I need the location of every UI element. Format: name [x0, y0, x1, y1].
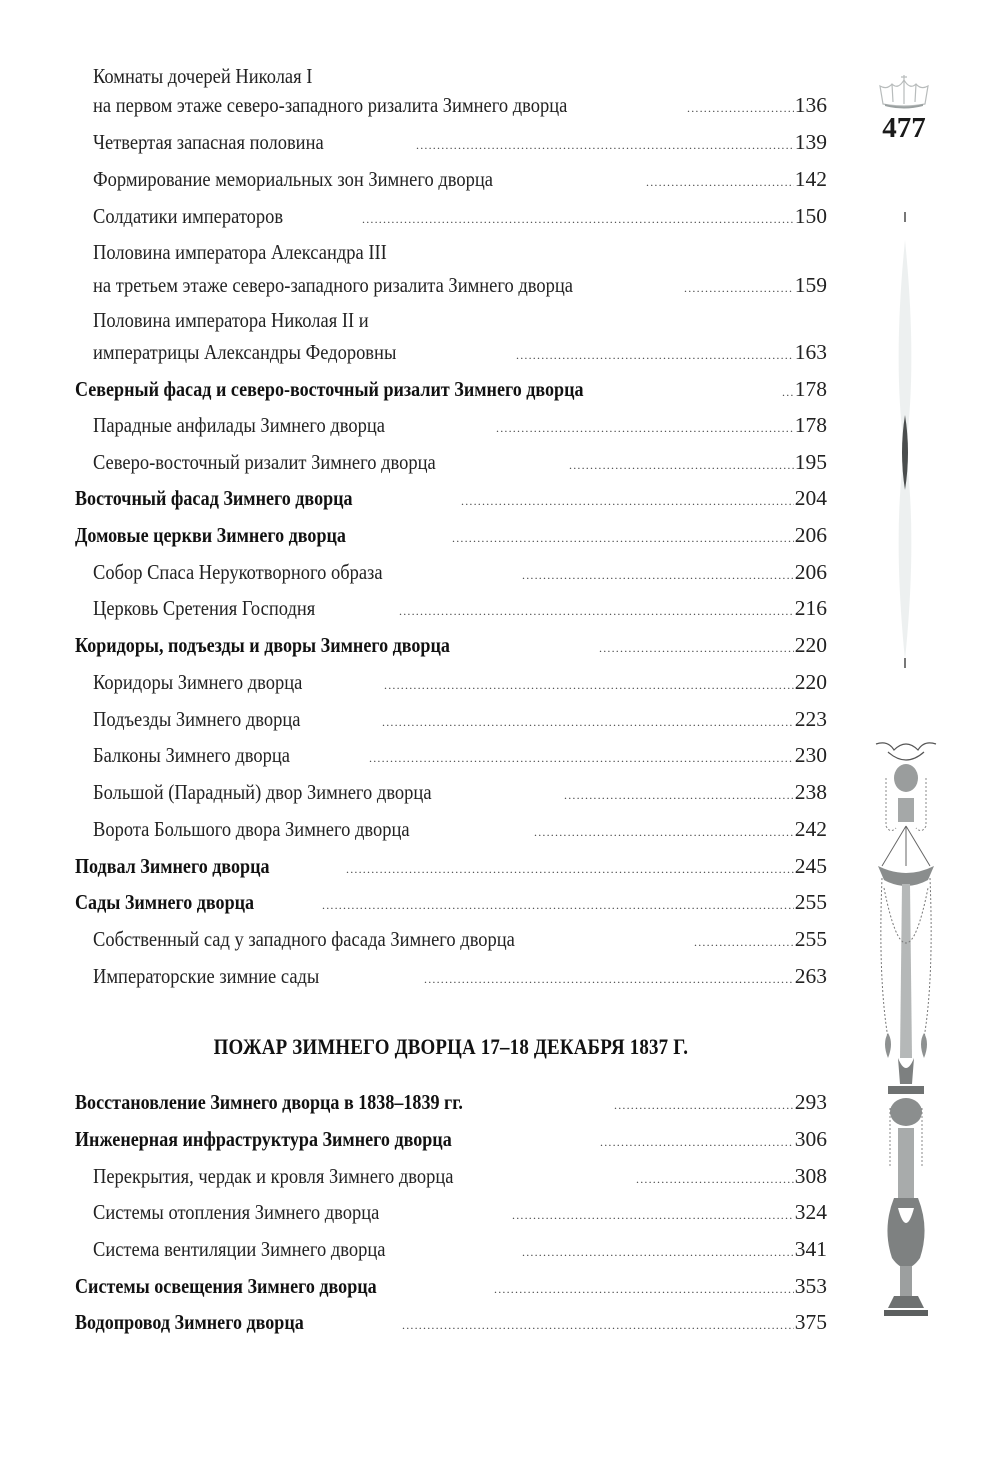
dot-leader: [346, 854, 794, 884]
toc-entry[interactable]: [75, 777, 827, 807]
toc-entry-title: Ворота Большого двора Зимнего дворца: [93, 817, 410, 841]
dot-leader: [362, 204, 794, 234]
toc-entry[interactable]: [75, 1307, 827, 1337]
toc-entry-page: 136: [794, 93, 827, 117]
toc-entry-page: 206: [794, 523, 827, 547]
toc-entry-title: Система вентиляции Зимнего дворца: [93, 1237, 386, 1261]
toc-entry[interactable]: [75, 851, 827, 881]
toc-entry-title: Императорские зимние сады: [93, 964, 320, 988]
dot-leader: [494, 1274, 794, 1304]
toc-entry[interactable]: [75, 201, 827, 231]
toc-entry-page: 293: [794, 1090, 827, 1114]
dot-leader: [384, 670, 794, 700]
toc-entry[interactable]: [75, 374, 827, 404]
dot-leader: [569, 450, 794, 480]
toc-entry-page: 163: [794, 340, 827, 364]
toc-entry-page: 263: [794, 964, 827, 988]
toc-entry-title: Системы освещения Зимнего дворца: [75, 1274, 377, 1298]
dot-leader: [522, 1237, 794, 1267]
dot-leader: [512, 1200, 794, 1230]
toc-entry-title: Солдатики императоров: [93, 204, 284, 228]
toc-entry[interactable]: [75, 1124, 827, 1154]
toc-entry-page: 216: [794, 596, 827, 620]
dot-leader: [599, 633, 794, 663]
toc-entry[interactable]: [75, 593, 827, 623]
toc-entry[interactable]: [75, 90, 827, 120]
crown-icon: [873, 74, 935, 110]
toc-entry[interactable]: [75, 61, 827, 91]
toc-entry[interactable]: [75, 630, 827, 660]
toc-entry-title: императрицы Александры Федоровны: [93, 340, 397, 364]
toc-entry-page: 220: [794, 670, 827, 694]
toc-entry-title: Большой (Парадный) двор Зимнего дворца: [93, 780, 432, 804]
dot-leader: [516, 340, 794, 370]
toc-entry[interactable]: [75, 447, 827, 477]
toc-entry[interactable]: [75, 164, 827, 194]
toc-entry[interactable]: [75, 520, 827, 550]
toc-entry[interactable]: [75, 237, 827, 267]
toc-entry[interactable]: [75, 305, 827, 335]
dot-leader: [564, 780, 794, 810]
toc-entry[interactable]: [75, 1197, 827, 1227]
toc-entry-title: Балконы Зимнего дворца: [93, 743, 291, 767]
toc-entry-title: Половина императора Александра III: [93, 240, 387, 264]
toc-entry-title: Перекрытия, чердак и кровля Зимнего дворца: [93, 1164, 454, 1188]
candelabra-lamp-ornament: [868, 738, 944, 1338]
toc-entry-title: Инженерная инфраструктура Зимнего дворца: [75, 1127, 452, 1151]
dot-leader: [782, 377, 794, 407]
dot-leader: [496, 413, 794, 443]
toc-entry-title: Комнаты дочерей Николая I: [93, 64, 313, 88]
toc-entry-page: 375: [794, 1310, 827, 1334]
toc-entry[interactable]: [75, 740, 827, 770]
dot-leader: [534, 817, 794, 847]
toc-entry[interactable]: [75, 961, 827, 991]
dot-leader: [322, 890, 794, 920]
toc-entry-page: 324: [794, 1200, 827, 1224]
toc-entry[interactable]: [75, 1087, 827, 1117]
toc-entry-title: на первом этаже северо-западного ризалита Зимнего дворца: [93, 93, 568, 117]
toc-entry-page: 195: [794, 450, 827, 474]
dot-leader: [424, 964, 794, 994]
toc-entry-title: Четвертая запасная половина: [93, 130, 324, 154]
toc-entry-title: на третьем этаже северо-западного ризалита Зимнего дворца: [93, 273, 573, 297]
toc-entry-title: Сады Зимнего дворца: [75, 890, 255, 914]
dot-leader: [522, 560, 794, 590]
toc-entry-page: 223: [794, 707, 827, 731]
toc-entry-page: 204: [794, 486, 827, 510]
toc-entry[interactable]: [75, 410, 827, 440]
dot-leader: [687, 93, 794, 123]
toc-entry-page: 159: [794, 273, 827, 297]
toc-entry[interactable]: [75, 1271, 827, 1301]
dot-leader: [636, 1164, 794, 1194]
toc-entry-page: 242: [794, 817, 827, 841]
toc-entry-page: 255: [794, 927, 827, 951]
toc-entry[interactable]: [75, 1161, 827, 1191]
toc-entry[interactable]: [75, 814, 827, 844]
toc-entry-page: 220: [794, 633, 827, 657]
toc-entry-title: Собор Спаса Нерукотворного образа: [93, 560, 383, 584]
toc-entry-page: 178: [794, 413, 827, 437]
toc-entry[interactable]: [75, 924, 827, 954]
dot-leader: [416, 130, 794, 160]
toc-entry-title: Собственный сад у западного фасада Зимнего дворца: [93, 927, 515, 951]
dot-leader: [694, 927, 794, 957]
toc-entry-page: 238: [794, 780, 827, 804]
toc-entry[interactable]: [75, 483, 827, 513]
toc-entry-title: Водопровод Зимнего дворца: [75, 1310, 304, 1334]
section-heading: ПОЖАР ЗИМНЕГО ДВОРЦА 17–18 ДЕКАБРЯ 1837 Г.: [213, 1034, 689, 1059]
toc-entry-page: 230: [794, 743, 827, 767]
toc-entry-page: 306: [794, 1127, 827, 1151]
toc-entry-page: 308: [794, 1164, 827, 1188]
toc-entry-title: Половина императора Николая II и: [93, 308, 369, 332]
toc-entry-page: 353: [794, 1274, 827, 1298]
toc-entry-page: 255: [794, 890, 827, 914]
spindle-ornament: [880, 200, 930, 680]
dot-leader: [684, 273, 794, 303]
toc-entry-title: Домовые церкви Зимнего дворца: [75, 523, 346, 547]
toc-entry-page: 139: [794, 130, 827, 154]
toc-entry[interactable]: [75, 270, 827, 300]
toc-entry[interactable]: [75, 337, 827, 367]
page-number: 477: [882, 112, 926, 144]
toc-entry[interactable]: [75, 557, 827, 587]
toc-entry-title: Формирование мемориальных зон Зимнего дворца: [93, 167, 493, 191]
dot-leader: [382, 707, 794, 737]
toc-entry[interactable]: [75, 887, 827, 917]
dot-leader: [600, 1127, 794, 1157]
toc-entry-page: 150: [794, 204, 827, 228]
toc-entry-page: 178: [794, 377, 827, 401]
toc-entry[interactable]: [75, 704, 827, 734]
toc-entry-title: Восстановление Зимнего дворца в 1838–1839 гг.: [75, 1090, 463, 1114]
toc-entry[interactable]: [75, 667, 827, 697]
toc-entry-title: Подвал Зимнего дворца: [75, 854, 270, 878]
toc-entry[interactable]: [75, 1234, 827, 1264]
toc-entry-title: Северо-восточный ризалит Зимнего дворца: [93, 450, 436, 474]
toc-entry-page: 245: [794, 854, 827, 878]
toc-entry-title: Системы отопления Зимнего дворца: [93, 1200, 380, 1224]
toc-entry[interactable]: [75, 127, 827, 157]
dot-leader: [399, 596, 794, 626]
toc-entry-page: 341: [794, 1237, 827, 1261]
toc-entry-title: Коридоры, подъезды и дворы Зимнего дворца: [75, 633, 450, 657]
toc-entry-title: Восточный фасад Зимнего дворца: [75, 486, 353, 510]
dot-leader: [646, 167, 794, 197]
toc-entry-title: Подъезды Зимнего дворца: [93, 707, 301, 731]
toc-entry-title: Северный фасад и северо-восточный ризалит Зимнего дворца: [75, 377, 584, 401]
toc-entry-page: 206: [794, 560, 827, 584]
toc-entry-title: Парадные анфилады Зимнего дворца: [93, 413, 385, 437]
dot-leader: [461, 486, 794, 516]
dot-leader: [614, 1090, 794, 1120]
dot-leader: [402, 1310, 794, 1340]
dot-leader: [452, 523, 794, 553]
toc-entry-title: Коридоры Зимнего дворца: [93, 670, 303, 694]
dot-leader: [369, 743, 794, 773]
toc-entry-title: Церковь Сретения Господня: [93, 596, 316, 620]
toc-entry-page: 142: [794, 167, 827, 191]
